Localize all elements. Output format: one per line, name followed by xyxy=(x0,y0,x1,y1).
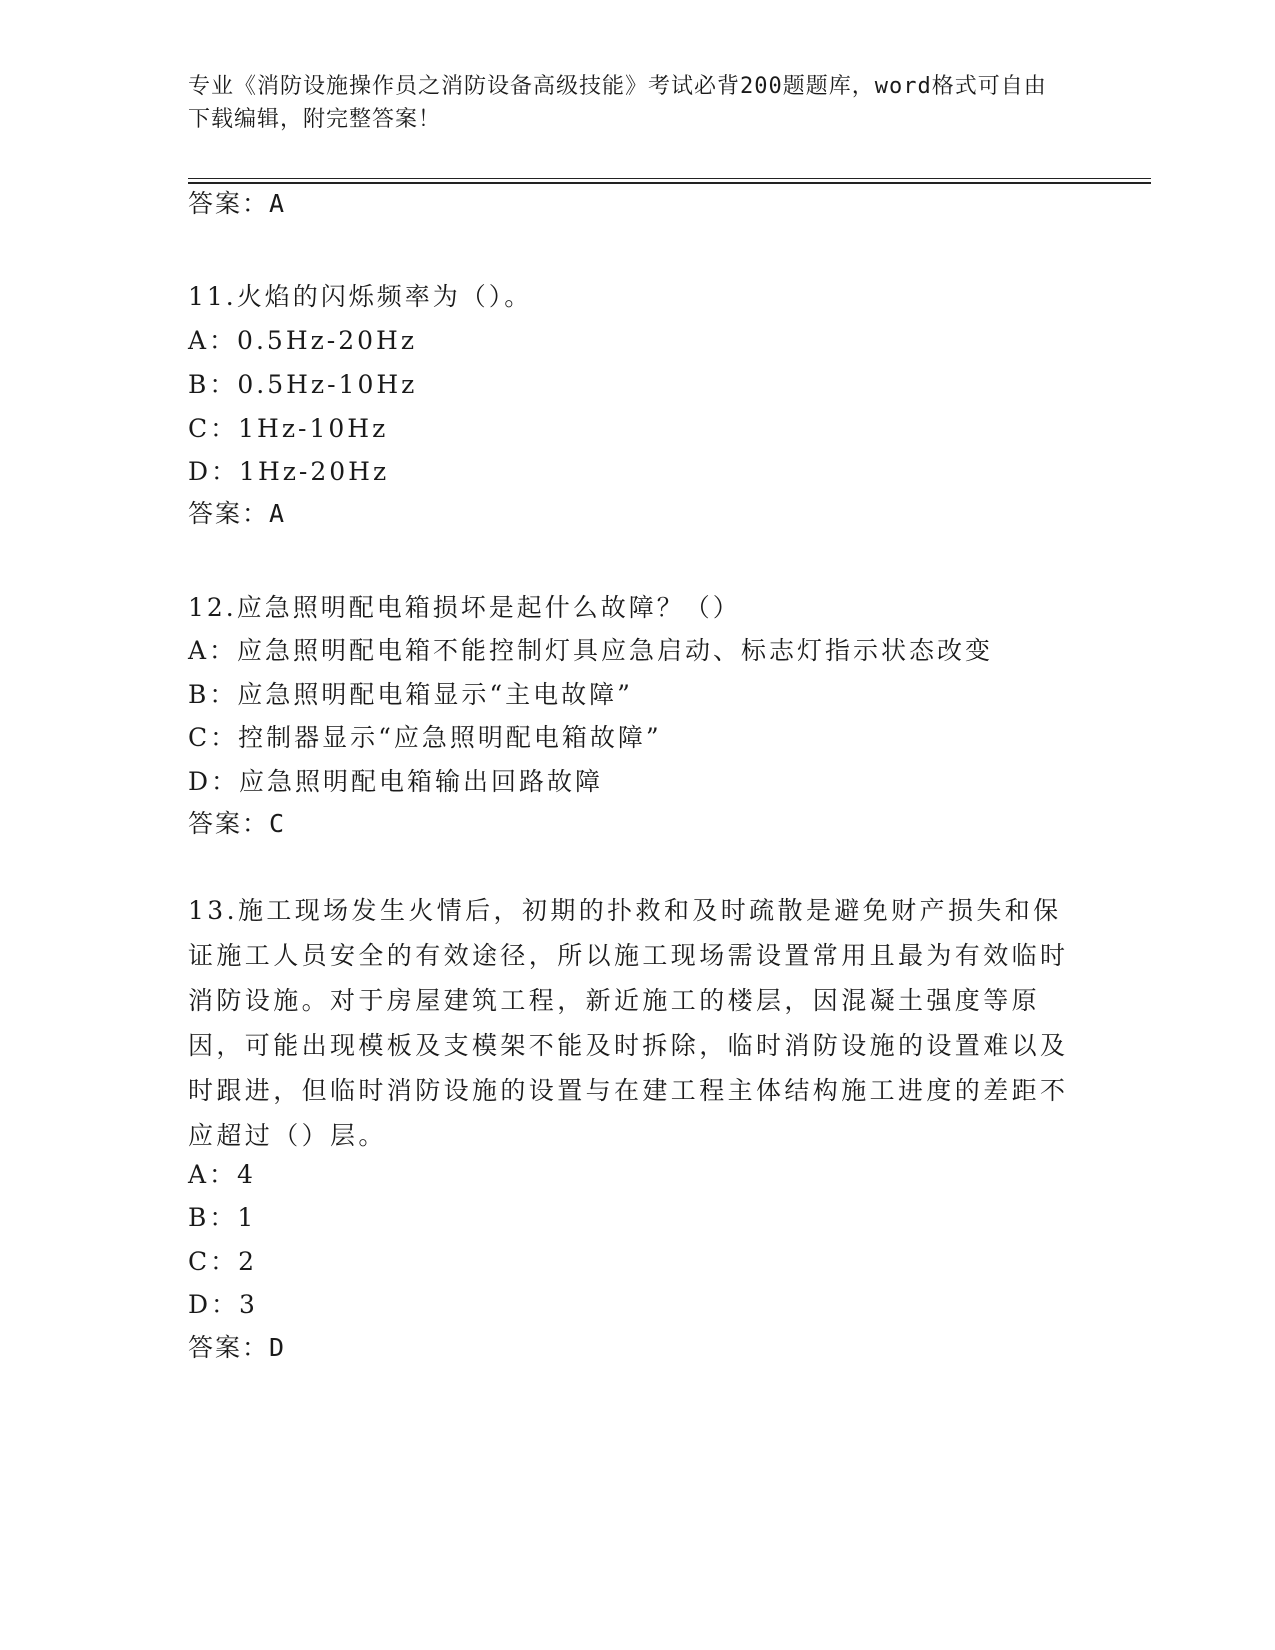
document-header: 专业《消防设施操作员之消防设备高级技能》考试必背200题题库，word格式可自由下载编辑，附完整答案！ xyxy=(188,74,1047,132)
answer-q10: 答案：A xyxy=(188,189,287,218)
answer-q13: 答案：D xyxy=(188,1333,287,1362)
question-13-option-b: B：1 xyxy=(188,1203,257,1232)
question-13-option-a: A：4 xyxy=(188,1160,256,1189)
question-13-option-c: C：2 xyxy=(188,1247,258,1276)
question-13-option-d: D：3 xyxy=(188,1290,258,1319)
question-12-option-b: B：应急照明配电箱显示“主电故障” xyxy=(188,680,633,709)
answer-q11: 答案：A xyxy=(188,499,287,528)
header-rule-thin xyxy=(188,178,1151,179)
question-11-option-d: D：1Hz-20Hz xyxy=(188,457,390,486)
question-11-option-b: B：0.5Hz-10Hz xyxy=(188,370,418,399)
question-12-title: 12.应急照明配电箱损坏是起什么故障？（） xyxy=(188,593,741,622)
question-11-option-c: C：1Hz-10Hz xyxy=(188,414,389,443)
question-13-title: 13.施工现场发生火情后，初期的扑救和及时疏散是避免财产损失和保证施工人员安全的有效途径，所以施工现场需设置常用且最为有效临时消防设施。对于房屋建筑工程，新近施工的楼层，因混凝土强度等原因，可能出现模板及支模架不能及时拆除，临时消防设施的设置难以及时跟进，但临时消防设施的设置与在建工程主体结构施工进度的差距不应超过（）层。 xyxy=(188,896,1069,1150)
question-11-option-a: A：0.5Hz-20Hz xyxy=(188,326,418,355)
question-12-option-c: C：控制器显示“应急照明配电箱故障” xyxy=(188,723,662,752)
question-12-option-a: A：应急照明配电箱不能控制灯具应急启动、标志灯指示状态改变 xyxy=(188,636,994,665)
question-12-option-d: D：应急照明配电箱输出回路故障 xyxy=(188,767,604,796)
answer-q12: 答案：C xyxy=(188,809,287,838)
header-rule-thick xyxy=(188,182,1151,184)
question-11-title: 11.火焰的闪烁频率为（）。 xyxy=(188,282,533,311)
